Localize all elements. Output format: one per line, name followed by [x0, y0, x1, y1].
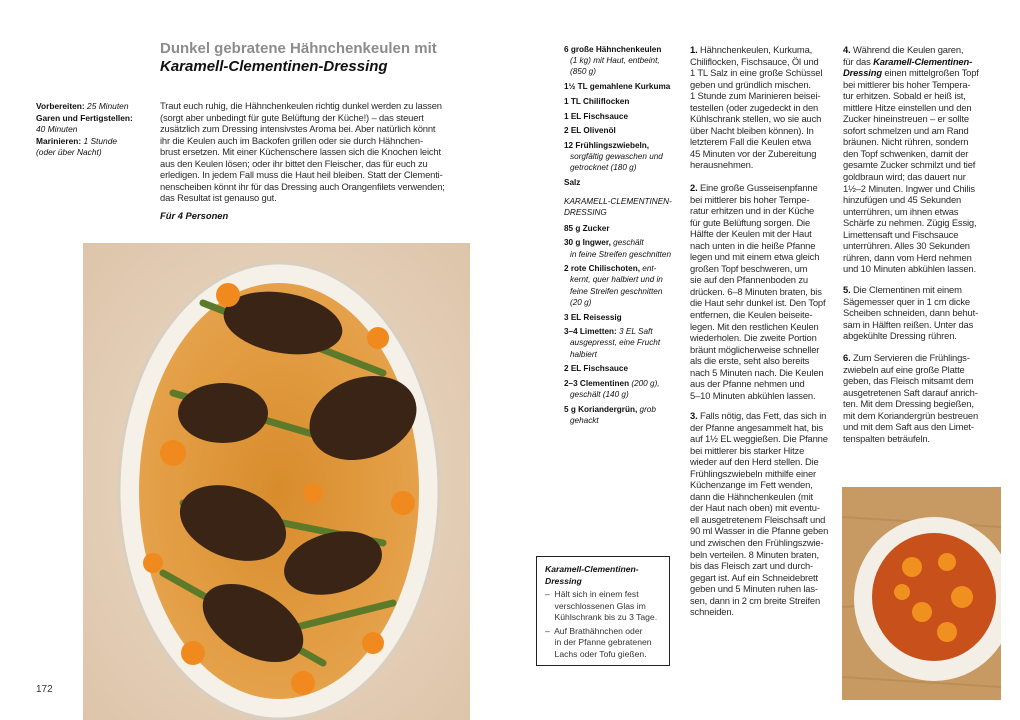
step-number: 4. [843, 44, 851, 55]
ingredient-note: ent- [639, 264, 657, 274]
ingredient-item [564, 237, 682, 259]
step-number: 5. [843, 284, 851, 295]
marinate-label: Marinieren: [36, 135, 82, 146]
step-2 [690, 182, 825, 401]
step-text-pre: Während die Keulen garen, für das [843, 44, 964, 67]
ingredient-quantity: 12 Frühlingszwiebeln, [564, 140, 650, 150]
ingredient-description: kernt, quer halbiert und in feine Streifen geschnitten (20 g) [570, 275, 663, 307]
ingredient-quantity: 3–4 Limetten: [564, 327, 617, 337]
ingredient-quantity: 3 EL Reisessig [564, 312, 622, 322]
step-text: Die Clementinen mit einem Sägemesser quer in 1 cm dicke Scheiben schneiden, dann behut- sam in Hälften reißen. Unter das abgekühlte Dressing rühren. [843, 284, 979, 342]
step-number: 3. [690, 410, 698, 421]
ingredient-description: (1 kg) mit Haut, entbeint, (850 g) [570, 56, 660, 77]
ingredient-note: (200 g), [629, 379, 660, 389]
recipe-title-line1: Dunkel gebratene Hähnchenkeulen mit [160, 40, 437, 57]
tip-item: – Auf Brathähnchen oder in der Pfanne gebratenen Lachs oder Tofu gießen. [545, 625, 652, 659]
recipe-intro: Traut euch ruhig, die Hähnchenkeulen richtig dunkel werden zu lassen (sorgt aber unbedingt für gute Belüftung der Küche!) – das steuert zusätzlich zum Dressing intensivstes Aroma bei. Aber natürlich könnt ihr die Keulen auch im Backofen grillen oder sie durch Hähnchen- brust ersetzen. Mit einer Küchenschere lassen sich die Knochen leicht aus den Keulen lösen; oder ihr bittet den Fleischer, das für euch zu erledigen. In jedem Fall muss die Haut heil bleiben. Statt der Clementi- nenscheiben könnt ihr für das Dressing auch Orangenfilets verwenden; das Resultat ist genauso gut. [160, 100, 445, 204]
ingredient-item [564, 326, 682, 360]
ingredient-note: 3 EL Saft [616, 327, 653, 337]
step-number: 6. [843, 352, 851, 363]
ingredient-item [564, 96, 682, 107]
recipe-title-line2: Karamell-Clementinen-Dressing [160, 58, 388, 75]
marinate-value: 1 Stunde [83, 135, 118, 146]
step-6 [843, 352, 978, 444]
step-number: 2. [690, 182, 698, 193]
chicken-platter-photo [83, 243, 470, 720]
ingredient-list [564, 44, 682, 430]
cook-label: Garen und Fertigstellen: [36, 112, 133, 123]
step-4 [843, 44, 979, 275]
tip-box-title: Karamell-Clementinen- Dressing [545, 564, 639, 586]
ingredient-quantity: 6 große Hähnchenkeulen [564, 45, 662, 54]
ingredient-description: sorgfältig gewaschen und getrocknet (180 g) [570, 152, 663, 173]
ingredient-item [564, 223, 682, 234]
ingredient-quantity: 5 g Koriandergrün, [564, 404, 638, 414]
dressing-subheading: KARAMELL-CLEMENTINEN- DRESSING [564, 197, 672, 218]
ingredient-quantity: 2–3 Clementinen [564, 379, 630, 389]
ingredient-note: grob [637, 404, 656, 414]
ingredient-description: ausgepresst, eine Frucht halbiert [570, 338, 661, 359]
ingredient-quantity: 2 rote Chilischoten, [564, 264, 640, 274]
ingredient-quantity: 30 g Ingwer, [564, 238, 611, 248]
ingredient-quantity: 1 TL Chiliflocken [564, 96, 630, 106]
ingredient-quantity: Salz [564, 178, 581, 188]
ingredient-description: in feine Streifen geschnitten [570, 249, 672, 259]
dressing-tip-box [536, 556, 670, 666]
ingredient-quantity: 2 EL Fischsauce [564, 364, 629, 374]
step-5 [843, 284, 978, 342]
ingredient-item [564, 263, 682, 308]
ingredient-item [564, 312, 682, 323]
ingredient-item [564, 44, 682, 78]
dressing-bowl-photo [842, 487, 1001, 700]
ingredient-description: geschält (140 g) [570, 390, 629, 400]
ingredient-item [564, 363, 682, 374]
ingredient-quantity: 85 g Zucker [564, 223, 610, 233]
step-1 [690, 44, 822, 171]
ingredient-quantity: 1 EL Fischsauce [564, 111, 629, 121]
step-text: Eine große Gusseisenpfanne bei mittlerer bis hoher Tempe- ratur erhitzen und in der Küche für gute Belüftung sorgen. Die Hälfte der Keulen mit der Haut nach unten in die heiße Pfanne legen und mit einem etwa gleich großen Topf beschweren, um sie auf den Pfannenboden zu drücken. 6–8 Minuten braten, bis die Haut sehr dunkel ist. Den Topf entfernen, die Keulen beiseite- legen. Mit den restlichen Keulen wiederholen. Die zweite Portion bräunt möglicherweise schneller als die erste, seht also bereits nach 5 Minuten nach. Die Keulen aus der Pfanne nehmen und 5–10 Minuten abkühlen lassen. [690, 182, 826, 401]
ingredient-item [564, 81, 682, 92]
ingredient-item [564, 111, 682, 122]
cook-value: 40 Minuten [36, 124, 78, 134]
step-text-bold: Karamell-Clementinen- Dressing [843, 55, 973, 79]
tip-item: – Hält sich in einem fest verschlossenen Glas im Kühlschrank bis zu 3 Tage. [545, 589, 658, 622]
marinate-note: (oder über Nacht) [36, 147, 102, 157]
step-text: Zum Servieren die Frühlings- zwiebeln auf eine große Platte geben, das Fleisch mitsamt dem ausgetretenen Saft darauf anrich- ten. Mit dem Dressing begießen, mit dem Koriandergrün bestreuen und mit dem Saft aus den Limet- tenspalten beträufeln. [843, 352, 979, 444]
step-text: Falls nötig, das Fett, das sich in der Pfanne angesammelt hat, bis auf 1½ EL weggießen. Die Pfanne bei mittlerer bis starker Hitze wieder auf den Herd stellen. Die Frühlingszwiebeln mithilfe einer Küchenzange im Fett wenden, dann die Hähnchenkeulen (mit der Haut nach oben) mit eventu- ell ausgetretenem Fleischsaft und 90 ml Wasser in die Pfanne geben und zwischen den Frühlingszwie- beln verteilen. 8 Minuten braten, bis das Fleisch zart und durch- gegart ist. Auf ein Schneidebrett geben und 5 Minuten ruhen las- sen, dann in 2 cm breite Streifen schneiden. [690, 410, 829, 618]
ingredient-quantity: 1½ TL gemahlene Kurkuma [564, 82, 671, 92]
ingredient-item [564, 404, 682, 426]
ingredient-item [564, 177, 682, 188]
step-text: einen mittelgroßen Topf bei mittlerer bis hoher Tempera- tur erhitzen. Sobald er heiß ist, mittlere Hitze einstellen und den Zucker hineinstreuen – er sollte sofort schmelzen und am Rand bräunen. Nicht rühren, sondern den Topf schwenken, damit der gesamte Zucker schmilzt und tief goldbraun wird; das dauert nur 1½–2 Minuten. Ingwer und Chilis hinzufügen und 45 Sekunden unterrühren, um ihnen etwas Schärfe zu nehmen. Zügig Essig, Limettensaft und Fischsauce unterrühren. Alles 30 Sekunden rühren, dann vom Herd nehmen und 10 Minuten abkühlen lassen. [843, 67, 979, 275]
recipe-meta [36, 101, 133, 159]
ingredient-item [564, 378, 682, 400]
step-3 [690, 410, 828, 618]
ingredient-note: geschält [610, 238, 644, 248]
prep-value: 25 Minuten [87, 101, 129, 111]
dressing [872, 533, 996, 661]
ingredient-description: gehackt [570, 416, 599, 426]
page-number: 172 [36, 684, 53, 695]
step-text: Hähnchenkeulen, Kurkuma, Chiliflocken, Fischsauce, Öl und 1 TL Salz in eine große Schüssel geben und gründlich mischen. 1 Stunde zum Marinieren beisei- testellen (oder zugedeckt in den Kühlschrank stellen, wo sie auch über Nacht bleiben können). In letzterem Fall die Keulen etwa 45 Minuten vor der Zubereitung herausnehmen. [690, 44, 823, 171]
prep-label: Vorbereiten: [36, 101, 85, 111]
step-number: 1. [690, 44, 698, 55]
servings: Für 4 Personen [160, 210, 229, 221]
ingredient-item [564, 140, 682, 174]
ingredient-item [564, 125, 682, 136]
ingredient-quantity: 2 EL Olivenöl [564, 126, 616, 136]
